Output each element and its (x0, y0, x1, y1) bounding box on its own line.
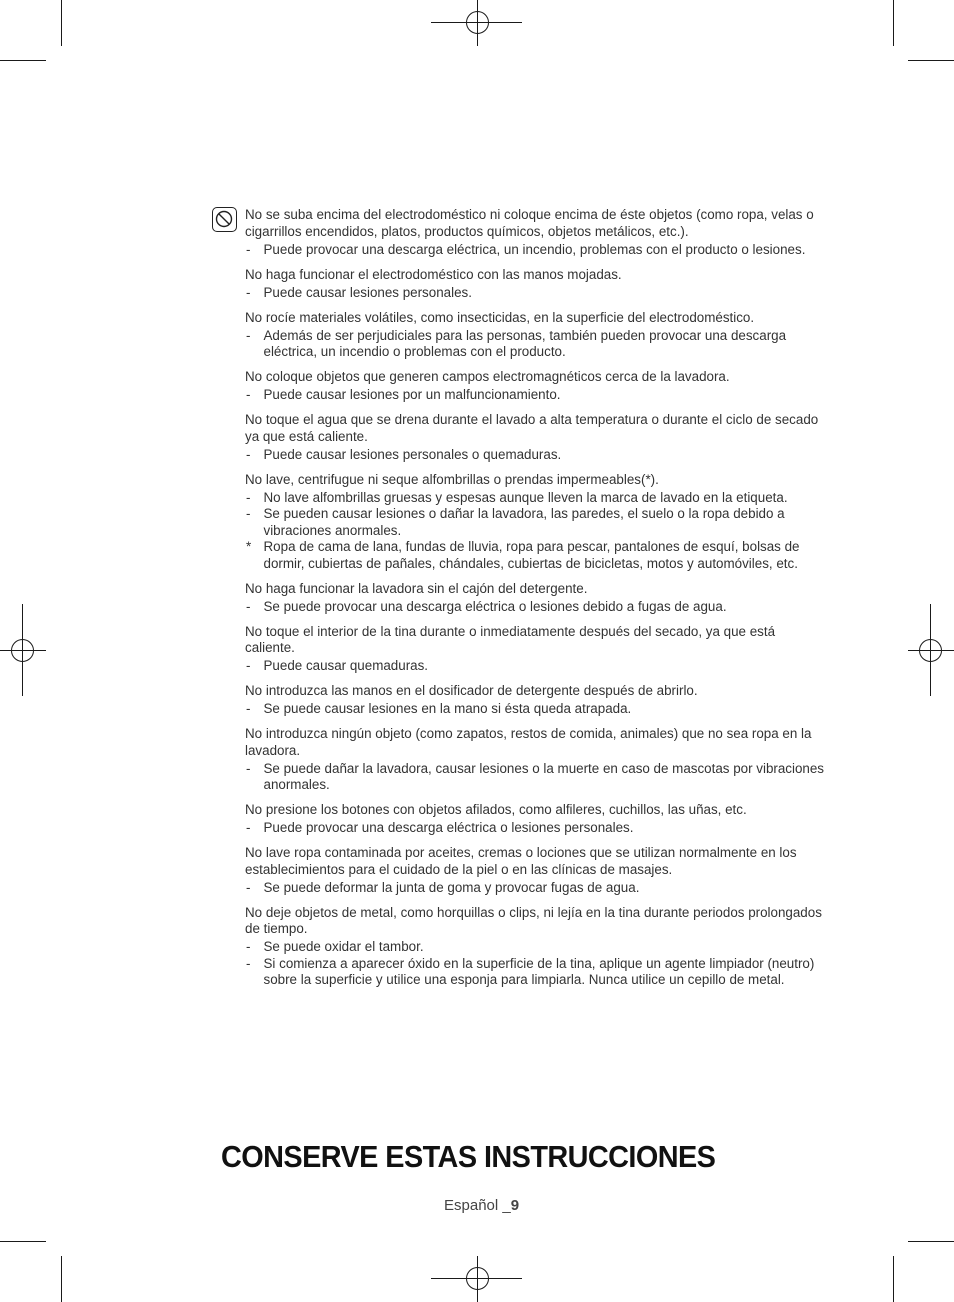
instruction-text: No lave, centrifugue ni seque alfombrillas o prendas impermeables(*). (245, 471, 659, 487)
bullet-text: Se puede dañar la lavadora, causar lesiones o la muerte en caso de mascotas por vibraciones anormales. (263, 760, 825, 792)
bullet-marker: - (246, 658, 251, 673)
instruction-consequence (245, 880, 827, 897)
instruction-text: No coloque objetos que generen campos electromagnéticos cerca de la lavadora. (245, 369, 730, 384)
instruction-block (245, 802, 827, 837)
instruction-block (245, 267, 827, 302)
bullet-marker: - (246, 701, 251, 716)
bullet-text: Puede provocar una descarga eléctrica o lesiones personales. (263, 820, 634, 835)
bullet-marker: - (246, 598, 251, 614)
instruction-block (245, 905, 827, 989)
bullet-text: Se puede deformar la junta de goma y provocar fugas de agua. (263, 879, 640, 895)
instruction-consequence (245, 820, 827, 837)
instruction-text: No introduzca las manos en el dosificador de detergente después de abrirlo. (245, 683, 698, 698)
bullet-text: Se puede oxidar el tambor. (263, 939, 424, 954)
instruction-block (245, 207, 827, 258)
instruction-block (245, 581, 827, 616)
bullet-text: Se puede provocar una descarga eléctrica o lesiones debido a fugas de agua. (263, 598, 727, 614)
bullet-text: Puede causar lesiones por un malfuncionamiento. (263, 387, 561, 402)
instruction-text: No toque el interior de la tina durante o inmediatamente después del secado, ya que está caliente. (245, 623, 776, 655)
bullet-text: Puede provocar una descarga eléctrica, un incendio, problemas con el producto o lesiones. (263, 241, 806, 257)
instruction-text: No toque el agua que se drena durante el lavado a alta temperatura o durante el ciclo de secado ya que está caliente. (245, 412, 819, 444)
instruction-text: No deje objetos de metal, como horquillas o clips, ni lejía en la tina durante periodos prolongados de tiempo. (245, 904, 822, 936)
instruction-block (245, 472, 827, 573)
bullet-marker: - (246, 284, 251, 300)
instruction-block (245, 683, 827, 718)
instruction-consequence (245, 490, 827, 507)
bullet-text: Puede causar lesiones personales o quemaduras. (263, 446, 562, 462)
instruction-text: No haga funcionar el electrodoméstico con las manos mojadas. (245, 266, 622, 282)
page-heading: CONSERVE ESTAS INSTRUCCIONES (221, 1139, 716, 1174)
instruction-text: No haga funcionar la lavadora sin el cajón del detergente. (245, 580, 588, 596)
bullet-text: No lave alfombrillas gruesas y espesas aunque lleven la marca de lavado en la etiqueta. (263, 489, 788, 505)
bullet-text: Puede causar quemaduras. (263, 658, 429, 673)
bullet-marker: - (246, 506, 251, 521)
bullet-marker: * (246, 539, 252, 554)
instruction-consequence (245, 242, 827, 259)
instruction-block (245, 412, 827, 463)
bullet-text: Ropa de cama de lana, fundas de lluvia, ropa para pescar, pantalones de esquí, bolsas de dormir, cubiertas de pañales, chándales, cubiertas de bicicletas, motos y automóviles, etc. (263, 539, 800, 571)
instruction-block (245, 369, 827, 404)
instruction-consequence (245, 387, 827, 404)
instruction-block (245, 310, 827, 361)
instruction-consequence (245, 539, 827, 572)
instruction-consequence (245, 447, 827, 464)
bullet-marker: - (246, 446, 251, 462)
bullet-marker: - (246, 879, 251, 895)
bullet-marker: - (246, 489, 251, 505)
bullet-marker: - (246, 760, 251, 776)
bullet-marker: - (246, 387, 251, 402)
bullet-marker: - (246, 820, 251, 835)
page-footer (444, 1197, 519, 1214)
instruction-text: No lave ropa contaminada por aceites, cremas o lociones que se utilizan normalmente en los establecimientos para el cuidado de la piel o en las clínicas de masajes. (245, 845, 797, 877)
instruction-block (245, 845, 827, 896)
bullet-marker: - (246, 939, 251, 954)
bullet-text: Además de ser perjudiciales para las personas, también pueden provocar una descarga eléctrica, un incendio o problemas con el producto. (263, 327, 787, 359)
prohibition-icon (212, 207, 237, 232)
page-number: 9 (510, 1197, 520, 1214)
instruction-consequence (245, 956, 827, 989)
bullet-marker: - (246, 241, 251, 257)
bullet-text: Se pueden causar lesiones o dañar la lavadora, las paredes, el suelo o la ropa debido a vibraciones anormales. (263, 506, 785, 538)
safety-instructions-list (245, 207, 827, 997)
bullet-text: Puede causar lesiones personales. (263, 284, 472, 300)
instruction-block (245, 726, 827, 794)
bullet-text: Se puede causar lesiones en la mano si ésta queda atrapada. (263, 701, 632, 716)
instruction-consequence (245, 939, 827, 956)
instruction-consequence (245, 599, 827, 616)
page-language-label: Español _ (444, 1197, 511, 1214)
instruction-consequence (245, 701, 827, 718)
instruction-consequence (245, 506, 827, 539)
instruction-text: No introduzca ningún objeto (como zapatos, restos de comida, animales) que no sea ropa en la lavadora. (245, 726, 812, 758)
instruction-consequence (245, 285, 827, 302)
bullet-marker: - (246, 955, 251, 971)
bullet-marker: - (246, 327, 251, 343)
instruction-consequence (245, 328, 827, 361)
instruction-text: No rocíe materiales volátiles, como insecticidas, en la superficie del electrodoméstico. (245, 309, 755, 325)
bullet-text: Si comienza a aparecer óxido en la superficie de la tina, aplique un agente limpiador (neutro) sobre la superficie y utilice una esponja para limpiarla. Nunca utilice un cepillo de metal. (263, 955, 815, 987)
instruction-text: No se suba encima del electrodoméstico ni coloque encima de éste objetos (como ropa, velas o cigarrillos encendidos, platos, productos químicos, objetos metálicos, etc.). (245, 207, 814, 239)
instruction-consequence (245, 761, 827, 794)
instruction-block (245, 624, 827, 675)
instruction-consequence (245, 658, 827, 675)
instruction-text: No presione los botones con objetos afilados, como alfileres, cuchillos, las uñas, etc. (245, 802, 747, 817)
